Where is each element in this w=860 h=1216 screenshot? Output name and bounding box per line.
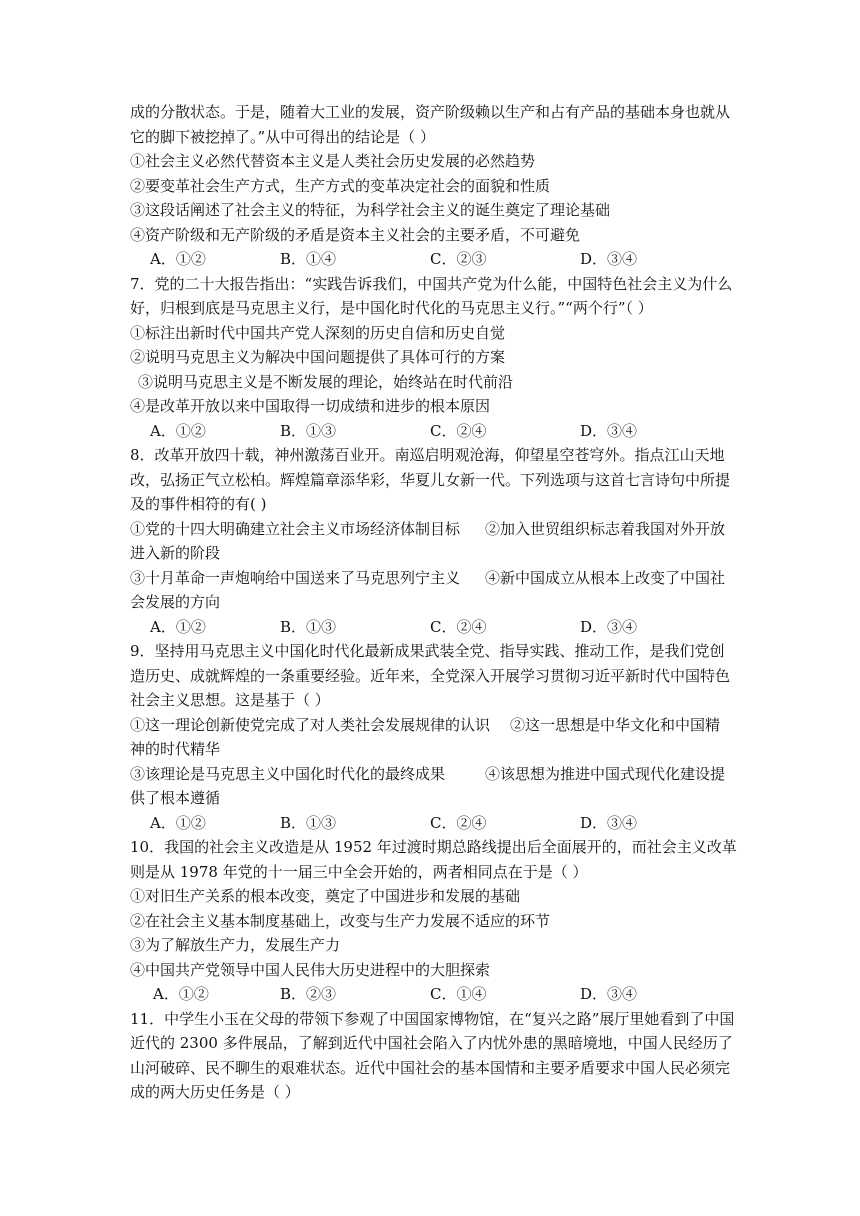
q7-statement: ①标注出新时代中国共产党人深刻的历史自信和历史自觉	[130, 323, 506, 342]
q6-option-d[interactable]: D．③④	[580, 250, 638, 268]
q6-statement: ③这段话阐述了社会主义的特征，为科学社会主义的诞生奠定了理论基础	[130, 201, 611, 219]
q11-stem-line: 山河破碎、民不聊生的艰难状态。近代中国社会的基本国情和主要矛盾要求中国人民必须完	[130, 1058, 731, 1077]
q9-statement-4: ④该思想为推进中国式现代化建设提	[485, 764, 726, 783]
q9-statement-2: ②这一思想是中华文化和中国精	[510, 715, 721, 734]
q7-option-b[interactable]: B．①③	[280, 421, 337, 440]
q8-statement-4-cont: 会发展的方向	[130, 593, 221, 611]
q10-option-b[interactable]: B．②③	[280, 985, 337, 1003]
q11-stem-line: 近代的 2300 多件展品，了解到近代中国社会陷入了内忧外患的黑暗境地，中国人民经历了	[130, 1034, 733, 1052]
q9-options	[130, 811, 740, 836]
q10-option-c[interactable]: C．①④	[430, 985, 487, 1003]
q6-option-c[interactable]: C．②③	[430, 250, 487, 268]
q9-option-a[interactable]: A．①②	[150, 813, 206, 832]
q10-statement: ②在社会主义基本制度基础上，改变与生产力发展不适应的环节	[130, 911, 551, 930]
q8-statement-4: ④新中国成立从根本上改变了中国社	[485, 568, 726, 587]
q8-statement-row	[130, 517, 740, 542]
q8-option-d[interactable]: D．③④	[580, 617, 638, 636]
q8-option-c[interactable]: C．②④	[430, 617, 487, 636]
q8-stem-line: 改，弘扬正气立松柏。辉煌篇章添华彩，华夏儿女新一代。下列选项与这首七言诗句中所提	[130, 470, 731, 489]
q8-statement-1: ①党的十四大明确建立社会主义市场经济体制目标	[130, 519, 461, 538]
q6-options	[130, 247, 740, 272]
q6-statement: ②要变革社会生产方式，生产方式的变革决定社会的面貌和性质	[130, 176, 551, 195]
q7-option-d[interactable]: D．③④	[580, 421, 638, 440]
q9-stem-line: 9．坚持用马克思主义中国化时代化最新成果武装全党、指导实践、推动工作，是我们党创	[130, 642, 725, 660]
q9-option-c[interactable]: C．②④	[430, 813, 487, 832]
q10-option-a[interactable]: A．①②	[153, 985, 209, 1003]
q6-option-a[interactable]: A．①②	[150, 250, 206, 268]
q6-option-b[interactable]: B．①④	[280, 250, 337, 268]
q10-option-d[interactable]: D．③④	[580, 985, 638, 1003]
q6-stem-line: 成的分散状态。于是，随着大工业的发展，资产阶级赖以生产和占有产品的基础本身也就从	[130, 103, 731, 121]
q9-statement-3: ③该理论是马克思主义中国化时代化的最终成果	[130, 764, 446, 783]
q9-option-d[interactable]: D．③④	[580, 813, 638, 832]
q10-stem-line: 则是从 1978 年党的十一届三中全会开始的，两者相同点在于是（ ）	[130, 862, 588, 881]
q9-statement-row	[130, 713, 740, 738]
q8-stem-line: 及的事件相符的有( )	[130, 495, 267, 513]
q7-statement: ③说明马克思主义是不断发展的理论，始终站在时代前沿	[138, 372, 514, 391]
q7-statement: ②说明马克思主义为解决中国问题提供了具体可行的方案	[130, 348, 506, 366]
q9-stem-line: 社会主义思想。这是基于（ ）	[130, 691, 330, 709]
q11-stem-line: 11．中学生小玉在父母的带领下参观了中国国家博物馆，在“复兴之路”展厅里她看到了中国	[130, 1009, 735, 1028]
q8-statement-2-cont: 进入新的阶段	[130, 544, 221, 562]
q8-options	[130, 615, 740, 640]
q10-statement: ④中国共产党领导中国人民伟大历史进程中的大胆探索	[130, 960, 491, 979]
q6-stem-line: 它的脚下被挖掉了。”从中可得出的结论是（ ）	[130, 127, 435, 146]
q8-stem-line: 8．改革开放四十载，神州激荡百业开。南巡启明观沧海，仰望星空苍穹外。指点江山天地	[130, 446, 725, 464]
q9-stem-line: 造历史、成就辉煌的一条重要经验。近年来，全党深入开展学习贯彻习近平新时代中国特色	[130, 666, 731, 685]
q6-statement: ④资产阶级和无产阶级的矛盾是资本主义社会的主要矛盾，不可避免	[130, 225, 581, 244]
exam-content	[130, 100, 740, 1105]
q10-statement: ③为了解放生产力，发展生产力	[130, 936, 341, 954]
q11-stem-line: 成的两大历史任务是（ ）	[130, 1083, 300, 1101]
q9-statement-1: ①这一理论创新使党完成了对人类社会发展规律的认识	[130, 715, 491, 734]
q9-statement-2-cont: 神的时代精华	[130, 740, 221, 758]
q9-statement-4-cont: 供了根本遵循	[130, 789, 221, 807]
q8-statement-row	[130, 566, 740, 591]
q7-statement: ④是改革开放以来中国取得一切成绩和进步的根本原因	[130, 397, 491, 415]
q10-statement: ①对旧生产关系的根本改变，奠定了中国进步和发展的基础	[130, 887, 521, 905]
q8-option-b[interactable]: B．①③	[280, 617, 337, 636]
q6-statement: ①社会主义必然代替资本主义是人类社会历史发展的必然趋势	[130, 152, 536, 170]
q10-stem-line: 10．我国的社会主义改造是从 1952 年过渡时期总路线提出后全面展开的，而社会主义改革	[130, 838, 737, 856]
q7-option-a[interactable]: A．①②	[150, 421, 206, 440]
q7-stem-line: 7．党的二十大报告指出：“实践告诉我们，中国共产党为什么能，中国特色社会主义为什么	[130, 274, 733, 293]
q10-options	[130, 982, 740, 1007]
q7-option-c[interactable]: C．②④	[430, 421, 487, 440]
q8-option-a[interactable]: A．①②	[150, 617, 206, 636]
q7-stem-line: 好，归根到底是马克思主义行，是中国化时代化的马克思主义行。”“两个行”（ ）	[130, 299, 653, 317]
q9-option-b[interactable]: B．①③	[280, 813, 337, 832]
q8-statement-2: ②加入世贸组织标志着我国对外开放	[485, 519, 726, 538]
q8-statement-3: ③十月革命一声炮响给中国送来了马克思列宁主义	[130, 568, 461, 587]
q7-options	[130, 419, 740, 444]
q9-statement-row	[130, 762, 740, 787]
